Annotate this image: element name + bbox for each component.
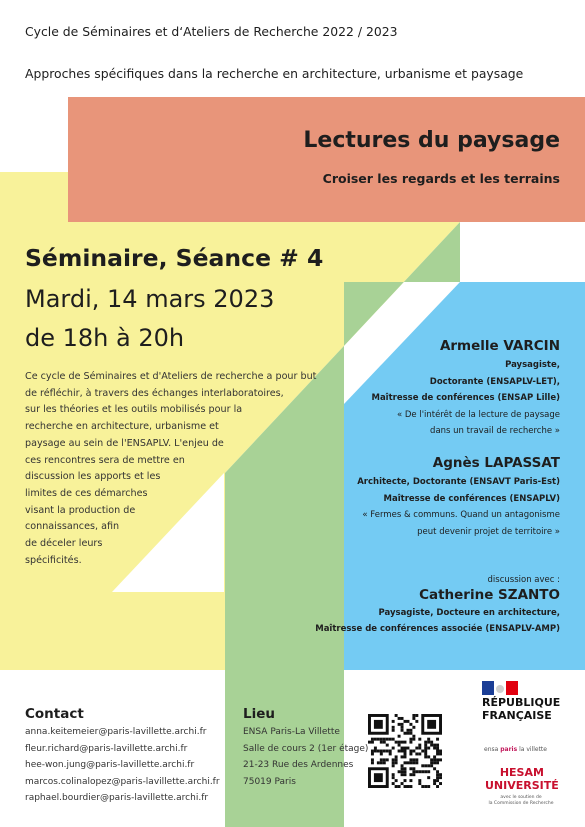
lieu-address [243,724,368,790]
description-line: Ce cycle de Séminaires et d'Ateliers de recherche a pour but [25,371,317,382]
page-subtitle: Croiser les regards et les terrains [322,171,560,186]
discussant-detail: Paysagiste, Docteure en architecture, [378,607,560,618]
contact-email[interactable]: raphael.bourdier@paris-lavillette.archi.fr [25,793,209,804]
description-line: limites de ces démarches [25,487,148,499]
event-time: de 18h à 20h [25,324,185,352]
description [25,369,316,569]
description-line: discussion les apports et les [25,471,161,483]
logo-note: la Commission de Recherche [488,801,554,806]
qr-code-icon[interactable] [368,714,442,788]
talk-title: « Fermes & communs. Quand un antagonisme [362,510,560,520]
cycle-heading: Cycle de Séminaires et d‘Ateliers de Recherche 2022 / 2023 [25,24,398,39]
speaker-detail: Maîtresse de conférences (ENSAP Lille) [371,393,560,403]
description-line: ces rencontres sera de mettre en [25,454,185,466]
speaker-detail: Architecte, Doctorante (ENSAVT Paris-Est) [357,477,560,487]
event-date: Mardi, 14 mars 2023 [25,285,275,313]
description-line: spécificités. [25,554,82,566]
description-line: visant la production de [25,504,136,516]
logo-text: UNIVERSITÉ [485,779,559,792]
logo-text: ensa [484,746,499,753]
page-title: Lectures du paysage [303,128,560,153]
speaker-agnes-lapassat [357,455,560,540]
speaker-name: Armelle VARCIN [439,338,560,354]
talk-title: dans un travail de recherche » [430,426,560,436]
hesam-logo [485,766,559,792]
description-line: paysage au sein de l'ENSAPLV. L'enjeu de [25,437,224,449]
contact-email[interactable]: anna.keitemeier@paris-lavillette.archi.fr [25,727,207,737]
theme-heading: Approches spécifiques dans la recherche en architecture, urbanisme et paysage [25,66,524,81]
description-line: de déceler leurs [25,538,103,550]
speaker-name: Agnès LAPASSAT [432,455,560,471]
logo-text: FRANÇAISE [482,709,552,722]
talk-title: « De l'intérêt de la lecture de paysage [396,409,560,420]
description-line: sur les théories et les outils mobilisés pour la [25,404,243,416]
lieu-line: 75019 Paris [243,776,296,787]
lieu-line: ENSA Paris-La Villette [243,727,340,737]
logo-text: RÉPUBLIQUE [482,696,561,709]
seance-title: Séminaire, Séance # 4 [25,244,324,272]
speaker-armelle-varcin [371,338,560,440]
discussant-detail: Maîtresse de conférences associée (ENSAPLV-AMP) [315,624,560,634]
speaker-detail: Maîtresse de conférences (ENSAPLV) [383,493,560,504]
lieu-line: Salle de cours 2 (1er étage) [243,743,369,754]
ensa-logo [484,746,547,753]
lieu-title: Lieu [243,706,275,722]
hesam-support-note [485,795,557,807]
contact-list [25,724,220,807]
logo-text: paris [500,746,518,753]
contact-email[interactable]: marcos.colinalopez@paris-lavillette.archi.fr [25,776,220,787]
discussant [315,572,560,638]
description-line: de réfléchir, à travers des échanges interlaboratoires, [25,387,284,399]
lieu-line: 21-23 Rue des Ardennes [243,760,354,771]
republique-francaise-logo [482,696,560,722]
speaker-detail: Doctorante (ENSAPLV-LET), [429,376,560,387]
talk-title: peut devenir projet de territoire » [417,526,560,537]
description-line: recherche en architecture, urbanisme et [25,421,219,433]
contact-email[interactable]: fleur.richard@paris-lavillette.archi.fr [25,743,188,754]
contact-title: Contact [25,706,84,722]
logo-text: HESAM [499,766,544,779]
marianne-flag-icon [482,680,518,694]
description-line: connaissances, afin [25,521,120,533]
logo-note: avec le soutien de [500,795,542,800]
logo-text: la villette [519,746,547,753]
discussant-name: Catherine SZANTO [419,586,560,603]
salmon-banner [68,97,585,222]
discussion-intro: discussion avec : [487,575,560,585]
speaker-detail: Paysagiste, [505,360,560,370]
contact-email[interactable]: hee-won.jung@paris-lavillette.archi.fr [25,760,195,771]
